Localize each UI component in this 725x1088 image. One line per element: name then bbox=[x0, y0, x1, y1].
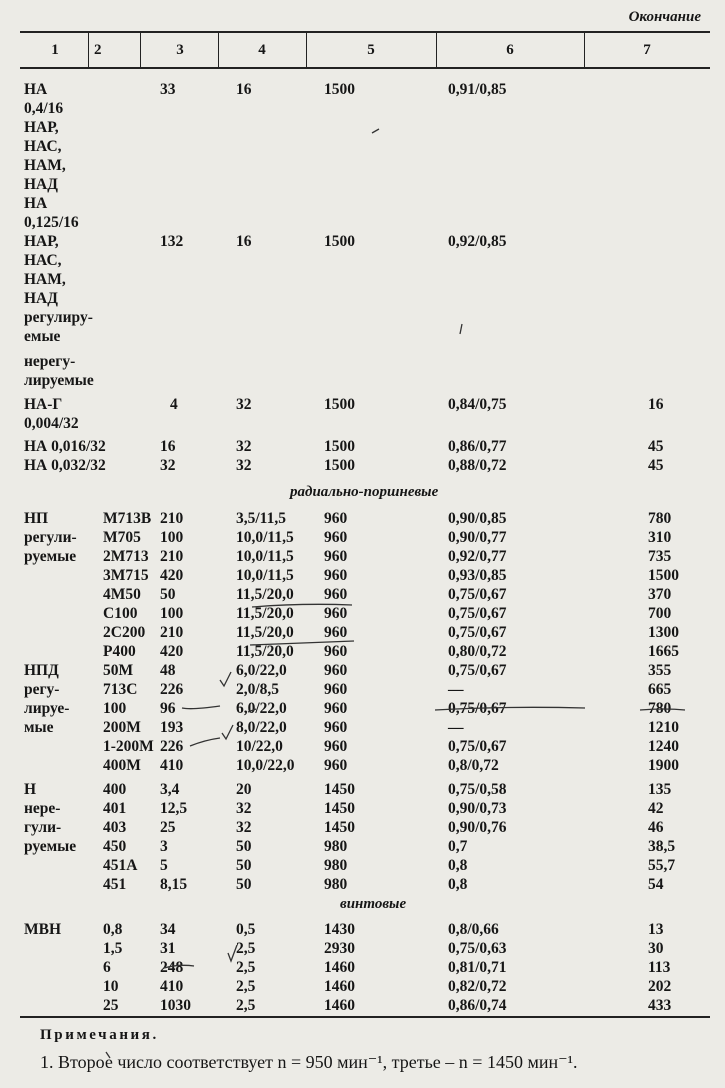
cell-c5: 1460 bbox=[324, 978, 355, 995]
cell-c6: 0,82/0,72 bbox=[448, 978, 507, 995]
cell-c5: 960 bbox=[324, 624, 348, 641]
cell-c3: 210 bbox=[160, 548, 184, 565]
cell-c6: 0,90/0,77 bbox=[448, 529, 507, 546]
group-name-line: регу- bbox=[24, 681, 60, 698]
cell-c2: М713В bbox=[103, 510, 152, 527]
cell-c5: 960 bbox=[324, 510, 348, 527]
section-heading-screw: винтовые bbox=[340, 896, 407, 912]
cell-c5: 960 bbox=[324, 586, 348, 603]
group-name-line: МВН bbox=[24, 921, 62, 938]
cell-c2: 4М50 bbox=[103, 586, 141, 603]
cell-c7: 1500 bbox=[648, 567, 679, 584]
row-name-line: НАС, bbox=[24, 252, 62, 269]
cell-col6: 0,92/0,85 bbox=[448, 233, 507, 250]
cell-c5: 980 bbox=[324, 857, 348, 874]
cell-c5: 1450 bbox=[324, 819, 355, 836]
cell-c2: 10 bbox=[103, 978, 119, 995]
cell-c5: 980 bbox=[324, 876, 348, 893]
cell-c4: 50 bbox=[236, 838, 252, 855]
cell-c7: 42 bbox=[648, 800, 664, 817]
row-name-line: НА bbox=[24, 195, 48, 212]
cell-c6: 0,75/0,58 bbox=[448, 781, 507, 798]
cell-c5: 960 bbox=[324, 643, 348, 660]
section-heading-radial: радиально-поршневые bbox=[290, 484, 439, 500]
note-1: 1. Второе число соответствует n = 950 мин⁻¹, третье – n = 1450 мин⁻¹. bbox=[40, 1052, 578, 1072]
cell-c5: 1460 bbox=[324, 959, 355, 976]
cell-c4: 10,0/11,5 bbox=[236, 548, 294, 565]
cell-c3: 25 bbox=[160, 819, 176, 836]
cell-col5: 1500 bbox=[324, 457, 355, 474]
checkmark-icon bbox=[220, 672, 231, 686]
cell-c2: С100 bbox=[103, 605, 138, 622]
cell-c7: 1900 bbox=[648, 757, 679, 774]
underline-mark bbox=[182, 706, 220, 709]
cell-c3: 420 bbox=[160, 567, 184, 584]
cell-col6: 0,91/0,85 bbox=[448, 81, 507, 98]
cell-c5: 960 bbox=[324, 548, 348, 565]
cell-c7: 1210 bbox=[648, 719, 679, 736]
cell-c3: 12,5 bbox=[160, 800, 188, 817]
cell-c3: 8,15 bbox=[160, 876, 188, 893]
cell-c3: 50 bbox=[160, 586, 176, 603]
cell-c4: 11,5/20,0 bbox=[236, 586, 294, 603]
dash-mark bbox=[248, 709, 256, 712]
cell-c4: 10,0/11,5 bbox=[236, 529, 294, 546]
col-header-3: 3 bbox=[176, 42, 184, 58]
cell-c2: 0,8 bbox=[103, 921, 123, 938]
cell-c6: 0,90/0,73 bbox=[448, 800, 507, 817]
cell-col4: 16 bbox=[236, 81, 252, 98]
cell-c7: 46 bbox=[648, 819, 664, 836]
cell-c4: 50 bbox=[236, 876, 252, 893]
cell-c7: 1240 bbox=[648, 738, 679, 755]
cell-c3: 3,4 bbox=[160, 781, 180, 798]
cell-col6: 0,88/0,72 bbox=[448, 457, 507, 474]
cell-c2: 50М bbox=[103, 662, 134, 679]
col-header-7: 7 bbox=[643, 42, 651, 58]
cell-col4: 16 bbox=[236, 233, 252, 250]
cell-c4: 50 bbox=[236, 857, 252, 874]
row-name-line: НА-Г bbox=[24, 396, 63, 413]
cell-c4: 2,5 bbox=[236, 940, 256, 957]
cell-c7: 780 bbox=[648, 700, 672, 717]
row-name-line: НА bbox=[24, 81, 48, 98]
cell-c6: 0,75/0,67 bbox=[448, 586, 507, 603]
cell-col7: 45 bbox=[648, 438, 664, 455]
dash-mark bbox=[460, 324, 462, 334]
row-name-line: емые bbox=[24, 328, 61, 345]
group-name-line: НП bbox=[24, 510, 49, 527]
cell-c7: 735 bbox=[648, 548, 672, 565]
cell-c2: 200М bbox=[103, 719, 141, 736]
cell-c5: 960 bbox=[324, 662, 348, 679]
cell-c2: 450 bbox=[103, 838, 127, 855]
cell-c4: 2,5 bbox=[236, 959, 256, 976]
cell-c2: 6 bbox=[103, 959, 111, 976]
cell-c6: — bbox=[448, 681, 464, 698]
cell-c5: 960 bbox=[324, 681, 348, 698]
cell-c3: 96 bbox=[160, 700, 176, 717]
cell-c5: 2930 bbox=[324, 940, 355, 957]
cell-c5: 980 bbox=[324, 838, 348, 855]
cell-c2: 451А bbox=[103, 857, 138, 874]
cell-col3: 32 bbox=[160, 457, 176, 474]
cell-c6: 0,8/0,66 bbox=[448, 921, 499, 938]
cell-c6: 0,75/0,67 bbox=[448, 738, 507, 755]
cell-c5: 1430 bbox=[324, 921, 355, 938]
cell-c3: 1030 bbox=[160, 997, 191, 1014]
checkmark-icon bbox=[222, 725, 233, 739]
cell-c3: 193 bbox=[160, 719, 184, 736]
cell-c2: 100 bbox=[103, 700, 127, 717]
cell-c2: 403 bbox=[103, 819, 127, 836]
cell-c7: 355 bbox=[648, 662, 672, 679]
cell-c5: 1460 bbox=[324, 997, 355, 1014]
cell-c7: 38,5 bbox=[648, 838, 676, 855]
dash-mark bbox=[106, 1052, 110, 1058]
cell-c4: 11,5/20,0 bbox=[236, 643, 294, 660]
row-name-line: НАМ, bbox=[24, 157, 66, 174]
cell-c2: 3М715 bbox=[103, 567, 149, 584]
cell-c7: 30 bbox=[648, 940, 664, 957]
cell-col5: 1500 bbox=[324, 438, 355, 455]
row-name-line: 0,004/32 bbox=[24, 415, 79, 432]
cell-c5: 960 bbox=[324, 567, 348, 584]
cell-col7: 45 bbox=[648, 457, 664, 474]
cell-c7: 202 bbox=[648, 978, 672, 995]
row-name-line: НАР, bbox=[24, 233, 59, 250]
cell-c7: 700 bbox=[648, 605, 672, 622]
row-name-line: НАМ, bbox=[24, 271, 66, 288]
cell-c2: 713С bbox=[103, 681, 138, 698]
cell-c5: 960 bbox=[324, 529, 348, 546]
underline-mark bbox=[640, 709, 685, 710]
cell-c2: 2М713 bbox=[103, 548, 149, 565]
cell-col3: 4 bbox=[170, 396, 178, 413]
cell-c6: 0,75/0,67 bbox=[448, 700, 507, 717]
row-name-line: 0,125/16 bbox=[24, 214, 79, 231]
cell-c4: 11,5/20,0 bbox=[236, 624, 294, 641]
cell-col7: 16 bbox=[648, 396, 664, 413]
cell-c7: 1665 bbox=[648, 643, 679, 660]
group-name-line: руемые bbox=[24, 838, 77, 855]
cell-col5: 1500 bbox=[324, 81, 355, 98]
col-header-5: 5 bbox=[367, 42, 375, 58]
cell-c7: 665 bbox=[648, 681, 672, 698]
row-name-line: НА 0,016/32 bbox=[24, 438, 106, 455]
cell-c5: 960 bbox=[324, 719, 348, 736]
cell-c3: 410 bbox=[160, 978, 184, 995]
cell-c6: 0,75/0,63 bbox=[448, 940, 507, 957]
cell-c6: — bbox=[448, 719, 464, 736]
group-name-line: Н bbox=[24, 781, 37, 798]
row-name-line: НАД bbox=[24, 176, 58, 193]
cell-c4: 6,0/22,0 bbox=[236, 662, 287, 679]
cell-c4: 3,5/11,5 bbox=[236, 510, 286, 527]
cell-col3: 16 bbox=[160, 438, 176, 455]
underline-mark bbox=[435, 707, 585, 710]
cell-c6: 0,80/0,72 bbox=[448, 643, 507, 660]
cell-c6: 0,8 bbox=[448, 857, 468, 874]
cell-c4: 20 bbox=[236, 781, 252, 798]
row-name-line: НАС, bbox=[24, 138, 62, 155]
cell-c4: 10/22,0 bbox=[236, 738, 283, 755]
cell-c2: Р400 bbox=[103, 643, 136, 660]
cell-c2: 401 bbox=[103, 800, 127, 817]
cell-c2: 1-200М bbox=[103, 738, 154, 755]
cell-c4: 10,0/22,0 bbox=[236, 757, 295, 774]
cell-col3: 33 bbox=[160, 81, 176, 98]
col-header-6: 6 bbox=[506, 42, 514, 58]
cell-c5: 960 bbox=[324, 738, 348, 755]
cell-c2: 1,5 bbox=[103, 940, 123, 957]
cell-c5: 1450 bbox=[324, 781, 355, 798]
group-name-line: мые bbox=[24, 719, 54, 736]
row-name-line: лируемые bbox=[24, 372, 94, 389]
cell-c3: 210 bbox=[160, 510, 184, 527]
checkmark-icon bbox=[228, 945, 237, 961]
cell-col4: 32 bbox=[236, 438, 252, 455]
cell-col6: 0,84/0,75 bbox=[448, 396, 507, 413]
underline-mark bbox=[250, 641, 354, 645]
col-header-1: 1 bbox=[51, 42, 59, 58]
col-header-4: 4 bbox=[258, 42, 266, 58]
row-name-line: НАД bbox=[24, 290, 58, 307]
cell-c6: 0,90/0,76 bbox=[448, 819, 507, 836]
cell-c3: 100 bbox=[160, 605, 184, 622]
cell-c4: 2,5 bbox=[236, 997, 256, 1014]
cell-c3: 226 bbox=[160, 681, 184, 698]
cell-c2: 451 bbox=[103, 876, 127, 893]
cell-c6: 0,75/0,67 bbox=[448, 662, 507, 679]
row-name-line: 0,4/16 bbox=[24, 100, 64, 117]
cell-c6: 0,75/0,67 bbox=[448, 624, 507, 641]
cell-c3: 100 bbox=[160, 529, 184, 546]
underline-mark bbox=[164, 965, 194, 968]
cell-c7: 55,7 bbox=[648, 857, 676, 874]
cell-c4: 2,0/8,5 bbox=[236, 681, 280, 698]
dash-mark bbox=[372, 129, 379, 133]
cell-c6: 0,75/0,67 bbox=[448, 605, 507, 622]
notes-title: Примечания. bbox=[40, 1027, 159, 1043]
cell-c2: 25 bbox=[103, 997, 119, 1014]
row-name-line: нерегу- bbox=[24, 353, 76, 370]
cell-c6: 0,7 bbox=[448, 838, 468, 855]
cell-c7: 433 bbox=[648, 997, 672, 1014]
group-name-line: руемые bbox=[24, 548, 77, 565]
cell-c3: 34 bbox=[160, 921, 176, 938]
cell-c4: 2,5 bbox=[236, 978, 256, 995]
group-name-line: лируе- bbox=[24, 700, 70, 717]
cell-c7: 13 bbox=[648, 921, 664, 938]
cell-c6: 0,90/0,85 bbox=[448, 510, 507, 527]
cell-c2: 400 bbox=[103, 781, 127, 798]
cell-c6: 0,81/0,71 bbox=[448, 959, 507, 976]
cell-c7: 135 bbox=[648, 781, 672, 798]
cell-col4: 32 bbox=[236, 396, 252, 413]
cell-col4: 32 bbox=[236, 457, 252, 474]
cell-c3: 31 bbox=[160, 940, 176, 957]
group-name-line: гули- bbox=[24, 819, 62, 836]
row-name-line: регулиру- bbox=[24, 309, 93, 326]
cell-c4: 6,0/22,0 bbox=[236, 700, 287, 717]
cell-c4: 10,0/11,5 bbox=[236, 567, 294, 584]
cell-c4: 8,0/22,0 bbox=[236, 719, 287, 736]
cell-c6: 0,86/0,74 bbox=[448, 997, 507, 1014]
group-name-line: нере- bbox=[24, 800, 61, 817]
cell-c3: 210 bbox=[160, 624, 184, 641]
cell-c7: 113 bbox=[648, 959, 671, 976]
continuation-label: Окончание bbox=[628, 9, 701, 25]
cell-c2: М705 bbox=[103, 529, 141, 546]
cell-c3: 410 bbox=[160, 757, 184, 774]
cell-c7: 370 bbox=[648, 586, 672, 603]
cell-c7: 54 bbox=[648, 876, 664, 893]
cell-c6: 0,8 bbox=[448, 876, 468, 893]
cell-c5: 960 bbox=[324, 700, 348, 717]
group-name-line: НПД bbox=[24, 662, 59, 679]
cell-col5: 1500 bbox=[324, 233, 355, 250]
row-name-line: НАР, bbox=[24, 119, 59, 136]
cell-c2: 2С200 bbox=[103, 624, 146, 641]
cell-c3: 226 bbox=[160, 738, 184, 755]
underline-mark bbox=[190, 738, 220, 746]
cell-col5: 1500 bbox=[324, 396, 355, 413]
cell-col6: 0,86/0,77 bbox=[448, 438, 507, 455]
cell-c7: 310 bbox=[648, 529, 672, 546]
cell-c5: 1450 bbox=[324, 800, 355, 817]
cell-c3: 48 bbox=[160, 662, 176, 679]
cell-c6: 0,93/0,85 bbox=[448, 567, 507, 584]
cell-c4: 32 bbox=[236, 800, 252, 817]
row-name-line: НА 0,032/32 bbox=[24, 457, 106, 474]
group-name-line: регули- bbox=[24, 529, 77, 546]
cell-col3: 132 bbox=[160, 233, 184, 250]
cell-c4: 11,5/20,0 bbox=[236, 605, 294, 622]
cell-c4: 0,5 bbox=[236, 921, 256, 938]
cell-c6: 0,92/0,77 bbox=[448, 548, 507, 565]
cell-c3: 3 bbox=[160, 838, 168, 855]
cell-c3: 420 bbox=[160, 643, 184, 660]
cell-c5: 960 bbox=[324, 757, 348, 774]
underline-mark bbox=[252, 604, 352, 607]
cell-c6: 0,8/0,72 bbox=[448, 757, 499, 774]
cell-c3: 248 bbox=[160, 959, 184, 976]
cell-c7: 1300 bbox=[648, 624, 679, 641]
cell-c4: 32 bbox=[236, 819, 252, 836]
cell-c2: 400М bbox=[103, 757, 141, 774]
cell-c3: 5 bbox=[160, 857, 168, 874]
cell-c5: 960 bbox=[324, 605, 348, 622]
col-header-2: 2 bbox=[94, 42, 102, 58]
cell-c7: 780 bbox=[648, 510, 672, 527]
